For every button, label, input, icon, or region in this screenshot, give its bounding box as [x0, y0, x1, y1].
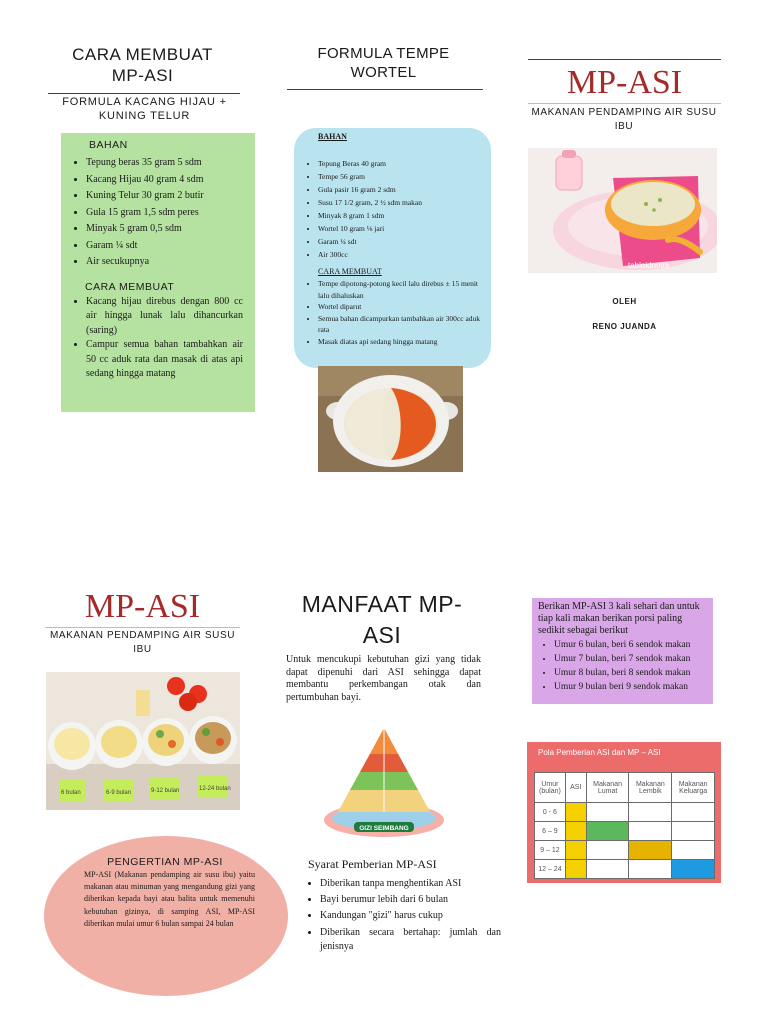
- list-item: • Umur 7 bulan, beri 7 sendok makan: [554, 652, 711, 666]
- list-item: • Tempe dipotong-potong kecil lalu direbus ± 15 menit lalu dihaluskan: [318, 278, 483, 301]
- cara-label: CARA MEMBUAT: [85, 280, 175, 293]
- porsi-list: [540, 638, 711, 694]
- header-cell: Makanan Lembik: [629, 773, 672, 803]
- list-item: • Umur 8 bulan, beri 8 sendok makan: [554, 666, 711, 680]
- empty-cell: [586, 860, 629, 879]
- panel3-top-rule: [528, 59, 721, 60]
- header-cell: Umur (bulan): [535, 773, 566, 803]
- lumat-cell: [586, 822, 629, 841]
- tempe-wortel-photo: [318, 366, 463, 472]
- list-item: • Masak diatas api sedang hingga matang: [318, 336, 483, 348]
- bahan-list: [302, 157, 483, 261]
- list-item: • Minyak 5 gram 0,5 sdm: [86, 221, 255, 238]
- list-item: • Garam ¼ sdt: [86, 238, 255, 255]
- row-label: 6 – 9: [535, 822, 566, 841]
- pengertian-title: PENGERTIAN MP-ASI: [107, 856, 223, 868]
- row-label: 12 – 24: [535, 860, 566, 879]
- empty-cell: [672, 841, 715, 860]
- panel1-title: CARA MEMBUAT MP-ASI: [72, 45, 213, 85]
- asi-cell: [565, 803, 586, 822]
- empty-cell: [629, 803, 672, 822]
- cara-list: [69, 295, 243, 382]
- bahan-box-blue: [294, 128, 491, 368]
- photo-label: 6-9 bulan: [106, 790, 132, 796]
- porsi-intro: Berikan MP-ASI 3 kali sehari dan untuk tiap kali makan berikan porsi paling sedikit sebagai berikut: [538, 601, 700, 637]
- panel2-divider: [287, 89, 483, 90]
- photo-label: 6 bulan: [61, 790, 81, 796]
- list-item: • Gula 15 gram 1,5 sdm peres: [86, 205, 255, 222]
- asi-cell: [565, 841, 586, 860]
- table-row: [535, 803, 715, 822]
- gizi-pyramid-image: [318, 724, 450, 842]
- empty-cell: [586, 803, 629, 822]
- empty-cell: [586, 841, 629, 860]
- panel3-title: MP-ASI: [566, 64, 683, 101]
- panel4-title: MP-ASI: [84, 588, 201, 625]
- manfaat-text: Untuk mencukupi kebutuhan gizi yang tidak dapat dipenuhi dari ASI sehingga dapat membantu perkembangan otak dan pertumbuhan bayi.: [286, 654, 481, 703]
- porsi-box-purple: [532, 598, 713, 704]
- list-item: • Umur 6 bulan, beri 6 sendok makan: [554, 638, 711, 652]
- list-item: • Umur 9 bulan beri 9 sendok makan: [554, 680, 711, 694]
- list-item: • Diberikan tanpa menghentikan ASI: [320, 877, 501, 891]
- table-header-row: [535, 773, 715, 803]
- bahan-label: BAHAN: [89, 139, 128, 151]
- list-item: • Susu 17 1/2 gram, 2 ½ sdm makan: [318, 196, 483, 209]
- syarat-title: Syarat Pemberian MP-ASI: [308, 857, 437, 871]
- header-cell: Makanan Lumat: [586, 773, 629, 803]
- list-item: • Campur semua bahan tambahkan air 50 cc aduk rata dan masak di atas api sedang hingga matang: [86, 338, 243, 382]
- mpasi-stages-photo: [46, 672, 240, 810]
- header-cell: Makanan Keluarga: [672, 773, 715, 803]
- list-item: • Kacang Hijau 40 gram 4 sdm: [86, 172, 255, 189]
- list-item: • Kuning Telur 30 gram 2 butir: [86, 188, 255, 205]
- pyramid-illustration: [318, 724, 450, 842]
- bahan-list: [69, 155, 255, 271]
- row-label: 9 – 12: [535, 841, 566, 860]
- list-item: • Bayi berumur lebih dari 6 bulan: [320, 893, 501, 907]
- pola-table-title: Pola Pemberian ASI dan MP – ASI: [538, 748, 661, 757]
- panel2-title: FORMULA TEMPE WORTEL: [317, 45, 450, 81]
- panel1-subtitle: FORMULA KACANG HIJAU + KUNING TELUR: [62, 96, 227, 122]
- author-name: RENO JUANDA: [592, 322, 657, 331]
- list-item: • Minyak 8 gram 1 sdm: [318, 209, 483, 222]
- list-item: • Air 300cc: [318, 248, 483, 261]
- empty-cell: [629, 822, 672, 841]
- lembik-cell: [629, 841, 672, 860]
- photo-label: 9-12 bulan: [151, 788, 180, 794]
- bowl-illustration: [318, 366, 463, 472]
- panel5-title: MANFAAT MP-ASI: [301, 591, 463, 648]
- list-item: • Wortel diparut: [318, 301, 483, 313]
- photo-label: 12-24 bulan: [199, 786, 231, 792]
- list-item: • Wortel 10 gram ⅛ jari: [318, 222, 483, 235]
- list-item: • Kacang hijau direbus dengan 800 cc air hingga lunak lalu dihancurkan (saring): [86, 295, 243, 339]
- stages-illustration: [46, 672, 240, 810]
- oleh-label: OLEH: [612, 297, 637, 306]
- keluarga-cell: [672, 860, 715, 879]
- cara-label: CARA MEMBUAT: [318, 267, 382, 276]
- panel4-title-rule: [45, 627, 240, 628]
- panel3-title-rule: [528, 103, 721, 104]
- list-item: • Tepung Beras 40 gram: [318, 157, 483, 170]
- panel1-divider: [48, 93, 240, 94]
- table-row: [535, 860, 715, 879]
- panel4-subtitle: MAKANAN PENDAMPING AIR SUSU IBU: [49, 630, 236, 655]
- syarat-list: [300, 877, 501, 954]
- table-row: [535, 841, 715, 860]
- list-item: • Diberikan secara bertahap: jumlah dan jenisnya: [320, 926, 501, 954]
- pengertian-text: MP-ASI (Makanan pendamping air susu ibu) yaitu makanan atau minuman yang mengandung gizi yang diberikan kepada bayi atau balita untuk memenuhi kebutuhan gizinya, di samping ASI, MP-ASI diberikan mulai umur 6 bulan sampai 24 bulan: [84, 870, 255, 928]
- list-item: • Kandungan "gizi" harus cukup: [320, 909, 501, 923]
- row-label: 0 - 6: [535, 803, 566, 822]
- baby-food-photo: [528, 148, 717, 273]
- list-item: • Garam ¼ sdt: [318, 235, 483, 248]
- list-item: • Air secukupnya: [86, 254, 255, 271]
- photo-watermark: tabloidnova: [628, 261, 669, 270]
- list-item: • Semua bahan dicampurkan tambahkan air 300cc aduk rata: [318, 313, 483, 336]
- plate-illustration: [528, 148, 717, 273]
- asi-cell: [565, 860, 586, 879]
- pola-table: [534, 772, 715, 879]
- empty-cell: [672, 803, 715, 822]
- bahan-box-green: [61, 133, 255, 412]
- table-row: [535, 822, 715, 841]
- empty-cell: [672, 822, 715, 841]
- list-item: • Tempe 56 gram: [318, 170, 483, 183]
- panel3-subtitle: MAKANAN PENDAMPING AIR SUSU IBU: [531, 107, 717, 132]
- list-item: • Tepung beras 35 gram 5 sdm: [86, 155, 255, 172]
- pyramid-label: GIZI SEIMBANG: [359, 825, 409, 832]
- list-item: • Gula pasir 16 gram 2 sdm: [318, 183, 483, 196]
- asi-cell: [565, 822, 586, 841]
- bahan-label: BAHAN: [318, 132, 347, 141]
- empty-cell: [629, 860, 672, 879]
- cara-list: [302, 278, 483, 347]
- header-cell: ASI: [565, 773, 586, 803]
